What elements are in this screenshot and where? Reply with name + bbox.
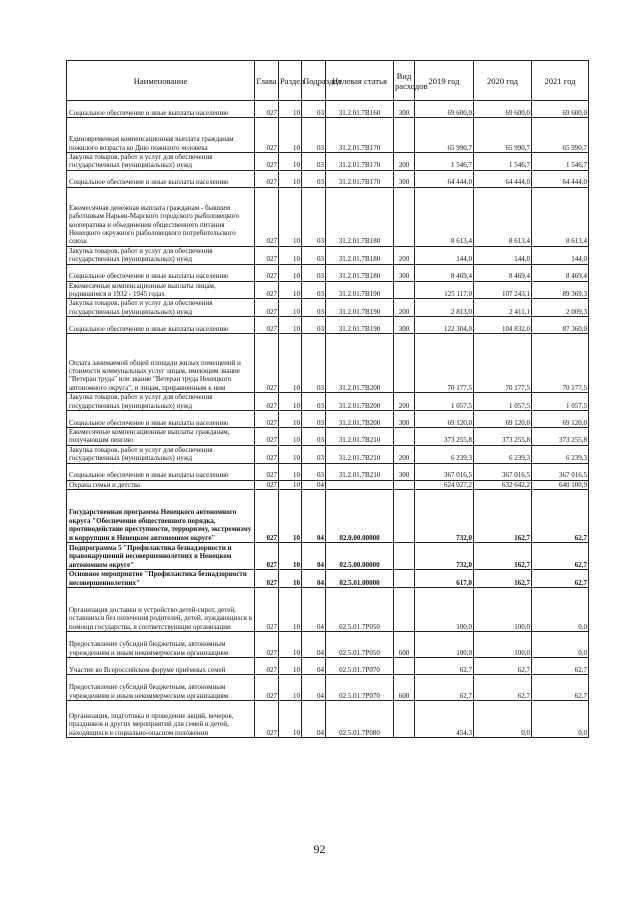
cell-podrazdel: 03: [302, 118, 326, 153]
cell-y2021: 62,7: [532, 658, 589, 675]
cell-name: Социальное обеспечение и иные выплаты населению: [67, 264, 255, 281]
cell-glava: 027: [255, 246, 279, 264]
cell-glava: 027: [255, 543, 279, 570]
cell-name: Организация, подготовка и проведение акций, вечеров, праздников и других мероприятий для семей и детей, находящихся в социально-опасном положении: [67, 701, 255, 738]
cell-y2020: 162,7: [474, 490, 532, 543]
cell-target: 31.2.01.7В210: [326, 445, 394, 463]
cell-y2021: 0,0: [532, 632, 589, 658]
cell-y2021: 62,7: [532, 570, 589, 588]
cell-y2021: 87 360,0: [532, 317, 589, 334]
cell-y2020: 8 613,4: [474, 187, 532, 246]
cell-y2020: 107 243,1: [474, 281, 532, 299]
cell-razdel: 10: [279, 463, 302, 480]
cell-razdel: 10: [279, 334, 302, 393]
table-row: [67, 393, 589, 411]
header-razdel: Раздел: [279, 61, 302, 101]
cell-name: Социальное обеспечение и иные выплаты населению: [67, 411, 255, 428]
cell-name: Социальное обеспечение и иные выплаты населению: [67, 101, 255, 118]
cell-y2019: 624 027,2: [415, 480, 474, 489]
table-row: [67, 118, 589, 153]
cell-y2020: 65 990,7: [474, 118, 532, 153]
table-row: [67, 445, 589, 463]
cell-glava: 027: [255, 570, 279, 588]
cell-razdel: 10: [279, 490, 302, 543]
cell-razdel: 10: [279, 118, 302, 153]
cell-vid: 300: [394, 264, 415, 281]
cell-target: 31.2.01.7В210: [326, 428, 394, 446]
cell-razdel: 10: [279, 480, 302, 489]
cell-target: 31.2.01.7В170: [326, 153, 394, 171]
cell-podrazdel: 04: [302, 658, 326, 675]
table-row: [67, 588, 589, 632]
cell-y2019: 367 016,5: [415, 463, 474, 480]
cell-name: Основное мероприятие "Профилактика безнадзорности несовершеннолетних": [67, 570, 255, 588]
cell-name: Участие во Всероссийском форуме приёмных семей: [67, 658, 255, 675]
cell-name: Закупка товаров, работ и услуг для обеспечения государственных (муниципальных) нужд: [67, 153, 255, 171]
cell-vid: [394, 543, 415, 570]
table-row: [67, 428, 589, 446]
cell-razdel: 10: [279, 170, 302, 187]
cell-name: Закупка товаров, работ и услуг для обеспечения государственных (муниципальных) нужд: [67, 299, 255, 317]
cell-y2019: 100,0: [415, 632, 474, 658]
cell-target: 31.2.01.7В170: [326, 170, 394, 187]
cell-glava: 027: [255, 411, 279, 428]
cell-target: 31.2.01.7В170: [326, 118, 394, 153]
cell-razdel: 10: [279, 187, 302, 246]
cell-target: 02.0.00.00000: [326, 490, 394, 543]
cell-y2019: 1 057,5: [415, 393, 474, 411]
cell-razdel: 10: [279, 675, 302, 701]
cell-podrazdel: 03: [302, 281, 326, 299]
cell-target: 31.2.01.7В180: [326, 187, 394, 246]
cell-y2021: 62,7: [532, 490, 589, 543]
cell-vid: 200: [394, 299, 415, 317]
cell-y2020: 64 444,0: [474, 170, 532, 187]
header-target: Целевая статья: [326, 61, 394, 101]
cell-podrazdel: 04: [302, 570, 326, 588]
cell-glava: 027: [255, 264, 279, 281]
cell-razdel: 10: [279, 281, 302, 299]
cell-glava: 027: [255, 101, 279, 118]
cell-vid: [394, 490, 415, 543]
cell-y2020: 62,7: [474, 675, 532, 701]
cell-razdel: 10: [279, 246, 302, 264]
cell-glava: 027: [255, 588, 279, 632]
table-row: [67, 675, 589, 701]
table-row: [67, 543, 589, 570]
cell-name: Ежемесячные компенсационные выплаты гражданам, получающим пенсию: [67, 428, 255, 446]
cell-vid: 600: [394, 675, 415, 701]
cell-vid: [394, 480, 415, 489]
cell-y2019: 100,0: [415, 588, 474, 632]
cell-name: Предоставление субсидий бюджетным, автономным учреждениям и иным некоммерческим организациям: [67, 632, 255, 658]
cell-y2019: 617,0: [415, 570, 474, 588]
cell-vid: 300: [394, 317, 415, 334]
cell-vid: [394, 570, 415, 588]
table-row: [67, 281, 589, 299]
cell-glava: 027: [255, 490, 279, 543]
table-row: [67, 246, 589, 264]
cell-target: 02.5.01.7Р070: [326, 658, 394, 675]
cell-target: 31.2.01.7В180: [326, 264, 394, 281]
cell-razdel: 10: [279, 317, 302, 334]
cell-vid: [394, 187, 415, 246]
cell-glava: 027: [255, 445, 279, 463]
cell-razdel: 10: [279, 445, 302, 463]
cell-vid: [394, 428, 415, 446]
cell-podrazdel: 04: [302, 588, 326, 632]
cell-y2020: 8 469,4: [474, 264, 532, 281]
cell-y2019: 1 546,7: [415, 153, 474, 171]
header-2021: 2021 год: [532, 61, 589, 101]
cell-y2021: 0,0: [532, 588, 589, 632]
cell-y2021: 8 469,4: [532, 264, 589, 281]
cell-vid: 200: [394, 445, 415, 463]
cell-y2020: 162,7: [474, 570, 532, 588]
cell-razdel: 10: [279, 428, 302, 446]
cell-name: Организация доставки и устройство детей-сирот, детей, оставшихся без попечения родителей, детей, нуждающихся в помощи государства, в соответствующие организации: [67, 588, 255, 632]
cell-glava: 027: [255, 118, 279, 153]
cell-razdel: 10: [279, 101, 302, 118]
cell-glava: 027: [255, 317, 279, 334]
cell-podrazdel: 03: [302, 101, 326, 118]
cell-glava: 027: [255, 463, 279, 480]
cell-y2020: 100,0: [474, 588, 532, 632]
cell-vid: 200: [394, 393, 415, 411]
table-row: [67, 490, 589, 543]
cell-glava: 027: [255, 701, 279, 738]
cell-name: Социальное обеспечение и иные выплаты населению: [67, 170, 255, 187]
cell-y2021: 6 239,3: [532, 445, 589, 463]
cell-target: 02.5.01.7Р080: [326, 701, 394, 738]
cell-razdel: 10: [279, 658, 302, 675]
cell-y2021: 1 546,7: [532, 153, 589, 171]
table-row: [67, 334, 589, 393]
cell-y2020: 2 411,1: [474, 299, 532, 317]
cell-podrazdel: 04: [302, 490, 326, 543]
cell-name: Единовременная компенсационная выплата гражданам пожилого возраста ко Дню пожилого человека: [67, 118, 255, 153]
cell-razdel: 10: [279, 570, 302, 588]
cell-y2020: 104 832,0: [474, 317, 532, 334]
cell-y2019: 69 600,0: [415, 101, 474, 118]
cell-target: 31.2.01.7В190: [326, 281, 394, 299]
cell-razdel: 10: [279, 153, 302, 171]
cell-target: 31.2.01.7В200: [326, 411, 394, 428]
cell-name: Ежемесячные компенсационные выплаты лицам, родившимся в 1932 - 1945 годах: [67, 281, 255, 299]
cell-target: 31.2.01.7В190: [326, 299, 394, 317]
table-row: [67, 570, 589, 588]
cell-target: 31.2.01.7В200: [326, 334, 394, 393]
table-row: [67, 463, 589, 480]
cell-podrazdel: 03: [302, 428, 326, 446]
cell-podrazdel: 03: [302, 463, 326, 480]
cell-vid: 300: [394, 101, 415, 118]
cell-razdel: 10: [279, 264, 302, 281]
cell-y2020: 1 057,5: [474, 393, 532, 411]
cell-razdel: 10: [279, 543, 302, 570]
cell-glava: 027: [255, 170, 279, 187]
cell-y2019: 125 117,0: [415, 281, 474, 299]
cell-glava: 027: [255, 281, 279, 299]
cell-y2019: 373 255,8: [415, 428, 474, 446]
table-row: [67, 101, 589, 118]
table-row: [67, 264, 589, 281]
cell-y2020: 6 239,3: [474, 445, 532, 463]
cell-podrazdel: 03: [302, 317, 326, 334]
cell-name: Государственная программа Ненецкого автономного округа "Обеспечение общественного порядка, противодействие преступности, терроризму, экстремизму и коррупции в Ненецком автономном округе": [67, 490, 255, 543]
cell-y2020: 1 546,7: [474, 153, 532, 171]
cell-name: Охрана семьи и детства: [67, 480, 255, 489]
cell-glava: 027: [255, 658, 279, 675]
cell-y2019: 70 177,5: [415, 334, 474, 393]
cell-y2019: 69 120,0: [415, 411, 474, 428]
cell-podrazdel: 03: [302, 264, 326, 281]
cell-name: Предоставление субсидий бюджетным, автономным учреждениям и иным некоммерческим организациям: [67, 675, 255, 701]
cell-podrazdel: 03: [302, 299, 326, 317]
cell-y2019: 8 469,4: [415, 264, 474, 281]
cell-vid: [394, 118, 415, 153]
cell-vid: 300: [394, 170, 415, 187]
header-glava: Глава: [255, 61, 279, 101]
cell-glava: 027: [255, 393, 279, 411]
table-row: [67, 153, 589, 171]
cell-razdel: 10: [279, 411, 302, 428]
header-2020: 2020 год: [474, 61, 532, 101]
budget-table-sheet: [66, 60, 588, 738]
cell-glava: 027: [255, 187, 279, 246]
cell-y2021: 69 600,0: [532, 101, 589, 118]
cell-podrazdel: 03: [302, 170, 326, 187]
table-row: [67, 187, 589, 246]
table-header-row: [67, 61, 589, 101]
table-row: [67, 658, 589, 675]
cell-podrazdel: 03: [302, 153, 326, 171]
cell-y2019: 2 813,0: [415, 299, 474, 317]
cell-y2019: 454,3: [415, 701, 474, 738]
cell-target: 02.5.01.7Р070: [326, 675, 394, 701]
cell-target: 31.2.01.7В200: [326, 393, 394, 411]
header-vid: Вид расходов: [394, 61, 415, 101]
cell-y2020: 162,7: [474, 543, 532, 570]
page-number: 92: [313, 842, 326, 856]
cell-name: Закупка товаров, работ и услуг для обеспечения государственных (муниципальных) нужд: [67, 445, 255, 463]
cell-y2019: 732,0: [415, 490, 474, 543]
cell-y2021: 69 120,0: [532, 411, 589, 428]
cell-y2021: 65 990,7: [532, 118, 589, 153]
cell-glava: 027: [255, 153, 279, 171]
cell-y2021: 62,7: [532, 675, 589, 701]
table-row: [67, 411, 589, 428]
cell-name: Социальное обеспечение и иные выплаты населению: [67, 463, 255, 480]
cell-podrazdel: 04: [302, 480, 326, 489]
cell-podrazdel: 04: [302, 701, 326, 738]
cell-y2020: 70 177,5: [474, 334, 532, 393]
cell-y2019: 144,0: [415, 246, 474, 264]
cell-target: 02.5.01.00000: [326, 570, 394, 588]
cell-y2021: 64 444,0: [532, 170, 589, 187]
cell-vid: 300: [394, 463, 415, 480]
cell-y2021: 70 177,5: [532, 334, 589, 393]
cell-glava: 027: [255, 428, 279, 446]
table-row: [67, 480, 589, 489]
cell-podrazdel: 03: [302, 411, 326, 428]
cell-razdel: 10: [279, 299, 302, 317]
cell-podrazdel: 03: [302, 445, 326, 463]
cell-y2021: 1 057,5: [532, 393, 589, 411]
cell-y2020: 367 016,5: [474, 463, 532, 480]
cell-razdel: 10: [279, 632, 302, 658]
cell-name: Ежемесячная денежная выплата гражданам - бывшим работникам Нарьян-Марского городского рыболовецкого кооператива и объединения общественного питания Ненецкого окружного рыболовецкого потребительского союза: [67, 187, 255, 246]
cell-target: 02.5.00.00000: [326, 543, 394, 570]
header-2019: 2019 год: [415, 61, 474, 101]
cell-y2021: 89 369,3: [532, 281, 589, 299]
cell-y2020: 632 642,2: [474, 480, 532, 489]
table-row: [67, 632, 589, 658]
cell-vid: 200: [394, 246, 415, 264]
cell-vid: 600: [394, 632, 415, 658]
cell-razdel: 10: [279, 701, 302, 738]
cell-y2021: 373 255,8: [532, 428, 589, 446]
cell-name: Закупка товаров, работ и услуг для обеспечения государственных (муниципальных) нужд: [67, 246, 255, 264]
cell-podrazdel: 03: [302, 393, 326, 411]
cell-vid: [394, 588, 415, 632]
cell-podrazdel: 03: [302, 246, 326, 264]
cell-podrazdel: 04: [302, 632, 326, 658]
cell-podrazdel: 04: [302, 675, 326, 701]
cell-target: 02.5.01.7Р050: [326, 588, 394, 632]
cell-y2019: 62,7: [415, 658, 474, 675]
table-row: [67, 317, 589, 334]
cell-y2021: 367 016,5: [532, 463, 589, 480]
cell-y2019: 64 444,0: [415, 170, 474, 187]
cell-y2020: 100,0: [474, 632, 532, 658]
table-body: [67, 101, 589, 738]
cell-target: 31.2.01.7В210: [326, 463, 394, 480]
cell-podrazdel: 03: [302, 334, 326, 393]
cell-target: [326, 480, 394, 489]
cell-y2019: 8 613,4: [415, 187, 474, 246]
cell-glava: 027: [255, 675, 279, 701]
cell-y2019: 122 304,0: [415, 317, 474, 334]
cell-y2019: 732,0: [415, 543, 474, 570]
cell-y2019: 6 239,3: [415, 445, 474, 463]
cell-glava: 027: [255, 299, 279, 317]
cell-razdel: 10: [279, 393, 302, 411]
cell-vid: 300: [394, 411, 415, 428]
cell-name: Оплата занимаемой общей площади жилых помещений и стоимости коммунальных услуг лицам, имеющим звание "Ветеран труда" или звание "Ветеран труда Ненецкого автономного округа", и лицам, приравненным к ним: [67, 334, 255, 393]
cell-glava: 027: [255, 632, 279, 658]
cell-name: Закупка товаров, работ и услуг для обеспечения государственных (муниципальных) нужд: [67, 393, 255, 411]
cell-y2021: 144,0: [532, 246, 589, 264]
cell-razdel: 10: [279, 588, 302, 632]
cell-target: 31.2.01.7В190: [326, 317, 394, 334]
cell-y2020: 62,7: [474, 658, 532, 675]
cell-vid: [394, 658, 415, 675]
cell-name: Социальное обеспечение и иные выплаты населению: [67, 317, 255, 334]
cell-y2021: 62,7: [532, 543, 589, 570]
table-row: [67, 299, 589, 317]
cell-y2021: 0,0: [532, 701, 589, 738]
cell-vid: 200: [394, 153, 415, 171]
budget-table: [66, 60, 589, 738]
cell-target: 02.5.01.7Р050: [326, 632, 394, 658]
header-podrazdel: Подраздел: [302, 61, 326, 101]
cell-podrazdel: 04: [302, 543, 326, 570]
cell-y2020: 144,0: [474, 246, 532, 264]
cell-target: 31.2.01.7В180: [326, 246, 394, 264]
cell-y2020: 0,0: [474, 701, 532, 738]
cell-vid: [394, 334, 415, 393]
cell-glava: 027: [255, 480, 279, 489]
cell-name: Подпрограмма 5 "Профилактика безнадзорности и правонарушений несовершеннолетних в Ненецком автономном округе": [67, 543, 255, 570]
cell-y2021: 8 613,4: [532, 187, 589, 246]
cell-y2020: 69 120,0: [474, 411, 532, 428]
cell-y2019: 62,7: [415, 675, 474, 701]
table-row: [67, 170, 589, 187]
cell-y2020: 69 600,0: [474, 101, 532, 118]
cell-vid: [394, 701, 415, 738]
cell-glava: 027: [255, 334, 279, 393]
cell-y2021: 2 009,3: [532, 299, 589, 317]
cell-podrazdel: 03: [302, 187, 326, 246]
cell-vid: [394, 281, 415, 299]
cell-y2020: 373 255,8: [474, 428, 532, 446]
header-name: Наименование: [67, 61, 255, 101]
cell-target: 31.2.01.7В160: [326, 101, 394, 118]
cell-y2019: 65 990,7: [415, 118, 474, 153]
table-row: [67, 701, 589, 738]
cell-y2021: 640 100,9: [532, 480, 589, 489]
